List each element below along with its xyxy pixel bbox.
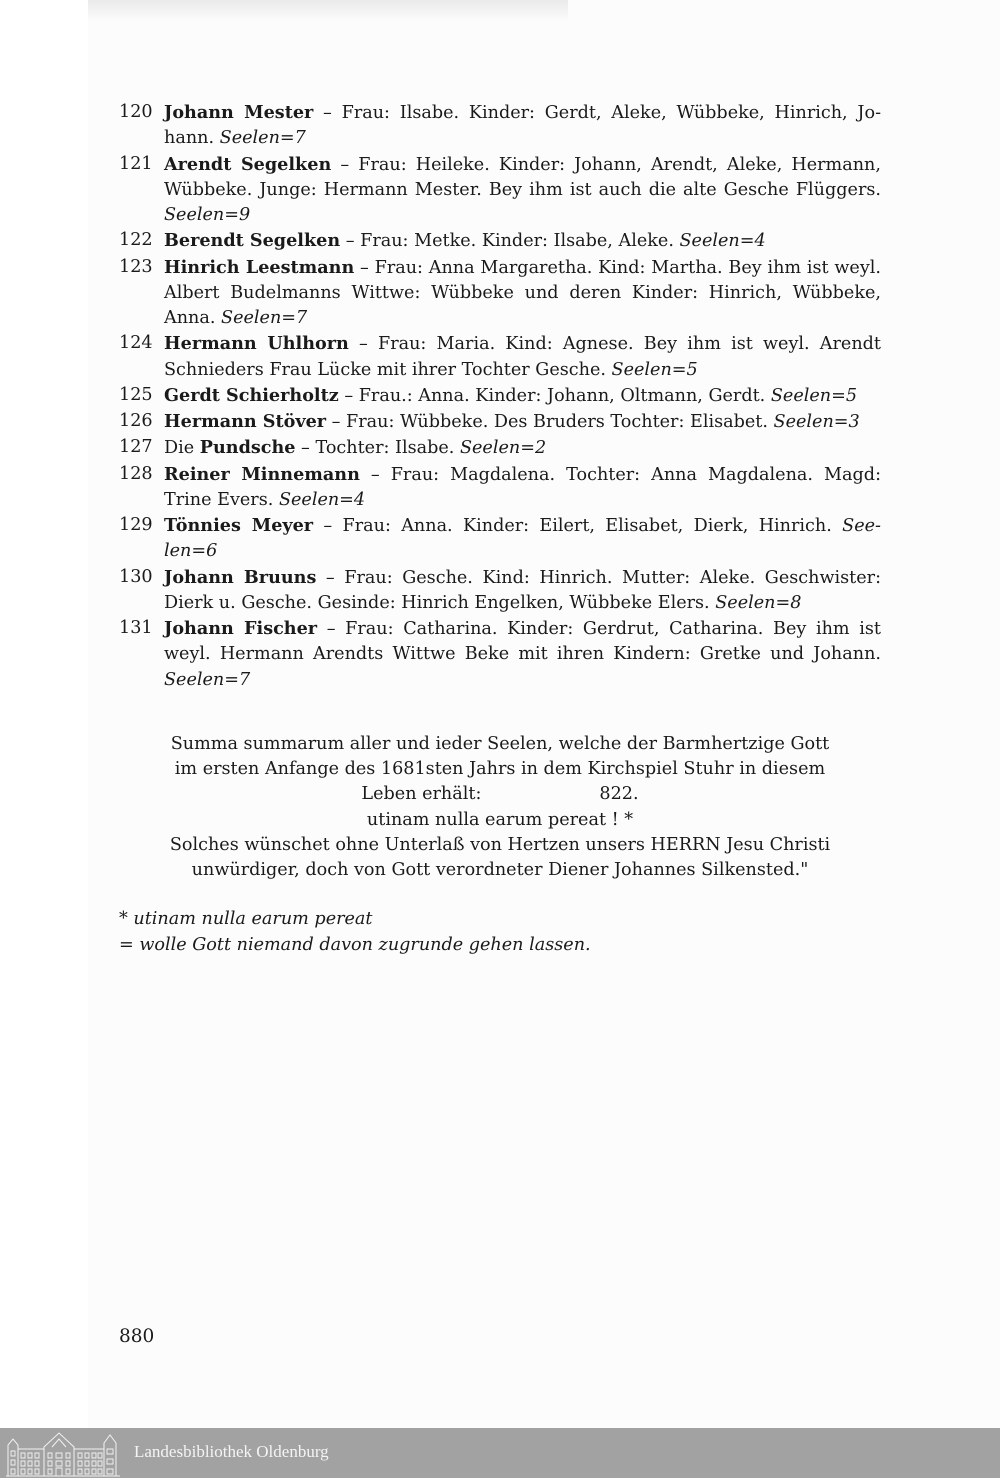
householder-name: Reiner Minnemann — [164, 463, 360, 485]
entry-text: – Frau.: Anna. Kinder: Johann, Oltmann, Gerdt. — [338, 385, 771, 406]
entry-text: – Frau: Anna. Kinder: Eilert, Elisabet, Dierk, Hinrich. — [313, 516, 843, 536]
household-entry-130 — [119, 565, 881, 617]
household-entry-126 — [119, 409, 881, 435]
householder-name: Hermann Uhlhorn — [164, 333, 349, 355]
household-entry-120 — [119, 100, 881, 152]
householder-name: Hinrich Leestmann — [164, 256, 355, 278]
total-souls-value: 822. — [599, 784, 639, 805]
entry-number: 124 — [119, 333, 153, 354]
entry-number: 129 — [119, 515, 153, 535]
entry-body — [164, 255, 881, 332]
entry-number: 122 — [119, 230, 153, 251]
entry-body — [164, 152, 881, 229]
footnote-latin: * utinam nulla earum pereat — [119, 909, 373, 929]
library-name: Landesbibliothek Oldenburg — [134, 1442, 329, 1461]
household-entry-128 — [119, 462, 881, 514]
summary-line: Solches wünschet ohne Unterlaß von Hertzen unsers HERRN Jesu Christi — [169, 834, 831, 855]
entry-number: 121 — [119, 153, 153, 174]
summary-signature-line: unwürdiger, doch von Gott verordneter Diener Johannes Silkensted." — [191, 860, 809, 881]
entry-body — [164, 383, 881, 409]
householder-name: Arendt Segelken — [164, 153, 332, 175]
entry-body — [164, 462, 881, 514]
household-entry-131 — [119, 616, 881, 693]
household-entry-127 — [119, 435, 881, 461]
entry-body — [164, 616, 881, 693]
scan-bleed-through — [88, 0, 568, 22]
entry-body — [164, 228, 881, 254]
summary-total-line — [120, 782, 880, 807]
entry-number: 128 — [119, 463, 153, 484]
householder-name: Johann Mester — [164, 102, 314, 123]
summary-line: utinam nulla earum pereat ! * — [366, 809, 634, 830]
household-entry-124 — [119, 331, 881, 383]
entry-number: 131 — [119, 618, 153, 638]
household-entry-123 — [119, 255, 881, 332]
entry-number: 126 — [119, 411, 153, 431]
entry-text: – Frau: Anna Margaretha. Kind: Martha. Bey ihm ist weyl. Albert Budelmanns Wittwe: Wübbeke und deren Kinder: Hinrich, Wübbeke, Anna. — [164, 257, 881, 328]
entry-number: 125 — [119, 384, 153, 405]
summary-line: im ersten Anfange des 1681sten Jahrs in dem Kirchspiel Stuhr in diesem — [174, 759, 826, 780]
souls-count: Seelen=2 — [459, 438, 547, 459]
souls-count: Seelen=7 — [164, 669, 251, 690]
souls-count: Seelen=6 — [164, 516, 881, 562]
entry-text: – Frau: Magdalena. Tochter: Anna Magdalena. Magd: Trine Evers. — [164, 464, 881, 510]
entry-number: 123 — [119, 256, 153, 277]
entry-body — [164, 409, 881, 435]
household-entry-129 — [119, 513, 881, 565]
library-building-icon — [4, 1429, 124, 1477]
entry-number: 127 — [119, 437, 153, 458]
footnote — [119, 907, 719, 958]
entry-text: – Frau: Heileke. Kinder: Johann, Arendt, Aleke, Hermann, Wübbeke. Junge: Hermann Mester. Bey ihm ist auch die alte Gesche Flüggers. — [164, 154, 881, 200]
entry-body — [164, 565, 881, 617]
entry-body — [164, 513, 881, 565]
total-label: Leben erhält: — [361, 784, 482, 805]
summary-line: Summa summarum aller und ieder Seelen, welche der Barmhertzige Gott — [170, 734, 830, 754]
entry-body — [164, 100, 881, 152]
household-entry-125 — [119, 383, 881, 409]
souls-count: Seelen=3 — [773, 412, 860, 432]
household-entry-122 — [119, 228, 881, 254]
souls-count: Seelen=9 — [164, 205, 251, 225]
householder-name: Gerdt Schierholtz — [164, 384, 339, 406]
entry-text: – Frau: Wübbeke. Des Bruders Tochter: Elisabet. — [326, 412, 774, 432]
souls-count: Seelen=5 — [611, 359, 698, 380]
souls-count: Seelen=7 — [221, 308, 308, 328]
householder-name: Hermann Stöver — [164, 411, 327, 432]
souls-count: Seelen=5 — [770, 385, 858, 406]
entry-text: – Frau: Metke. Kinder: Ilsabe, Aleke. — [340, 231, 680, 252]
householder-name: Johann Bruuns — [164, 566, 317, 588]
householder-name: Johann Fischer — [164, 618, 318, 639]
souls-count: Seelen=8 — [715, 592, 802, 613]
entry-number: 120 — [119, 102, 153, 122]
household-list — [119, 100, 881, 693]
entry-number: 130 — [119, 566, 153, 587]
entry-prefix: Die — [164, 438, 200, 459]
entry-text: – Frau: Ilsabe. Kinder: Gerdt, Aleke, Wübbeke, Hinrich, Johann. — [164, 103, 882, 149]
household-entry-121 — [119, 152, 881, 229]
library-footer-bar — [0, 1428, 1000, 1478]
entry-body — [164, 435, 881, 461]
entry-text: – Tochter: Ilsabe. — [295, 438, 460, 459]
entry-text: – Frau: Catharina. Kinder: Gerdrut, Catharina. Bey ihm ist weyl. Hermann Arendts Wittwe Beke mit ihren Kindern: Gretke und Johann. — [164, 619, 881, 665]
householder-name: Tönnies Meyer — [164, 515, 314, 536]
souls-count: Seelen=4 — [278, 489, 366, 510]
entry-body — [164, 331, 881, 383]
souls-count: Seelen=7 — [219, 128, 306, 149]
footnote-translation: = wolle Gott niemand davon zugrunde gehen lassen. — [119, 934, 591, 955]
souls-count: Seelen=4 — [679, 231, 766, 252]
page-number: 880 — [119, 1326, 155, 1347]
entry-text: – Frau: Gesche. Kind: Hinrich. Mutter: Aleke. Geschwister: Dierk u. Gesche. Gesinde: Hinrich Engelken, Wübbeke Elers. — [164, 567, 881, 613]
householder-name: Berendt Segelken — [164, 230, 341, 252]
householder-name: Pundsche — [199, 437, 296, 459]
summary-block — [120, 732, 880, 883]
entry-text: – Frau: Maria. Kind: Agnese. Bey ihm ist weyl. Arendt Schnieders Frau Lücke mit ihrer Tochter Gesche. — [164, 334, 881, 380]
